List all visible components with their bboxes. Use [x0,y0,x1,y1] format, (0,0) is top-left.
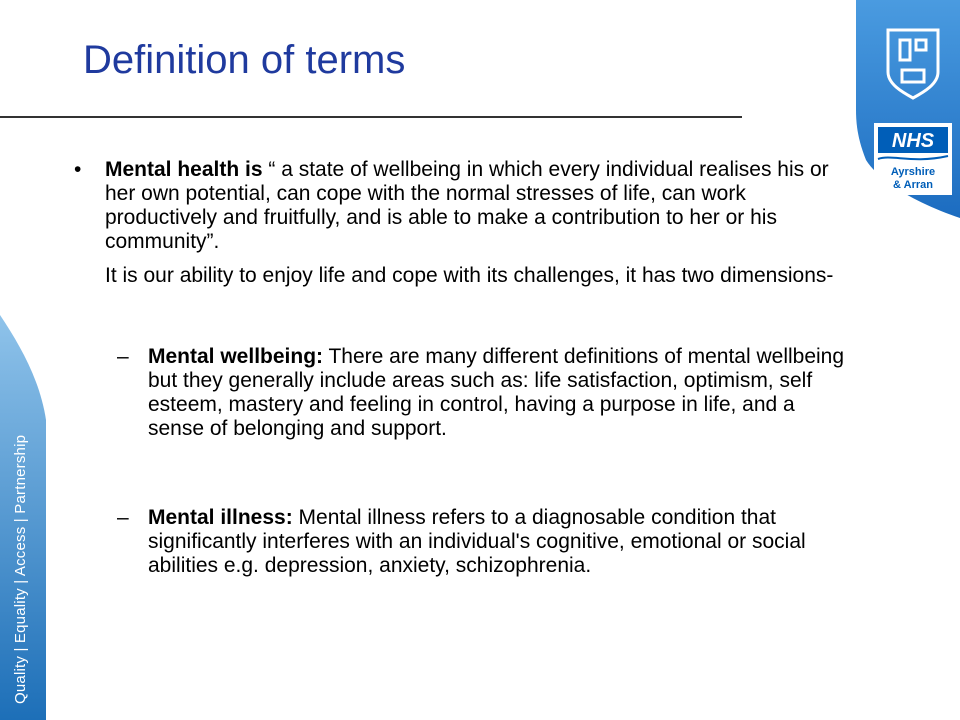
bullet-marker: • [74,158,82,181]
mental-wellbeing-term: Mental wellbeing: [148,345,324,368]
mental-illness-text: Mental illness refers to a diagnosable condition that significantly interferes with an individual's cognitive, emotional or social abilities e.g. depression, anxiety, schizophrenia. [148,506,806,577]
dash-marker: – [117,506,129,529]
mental-illness-term: Mental illness: [148,506,293,529]
continuation-paragraph: It is our ability to enjoy life and cope with its challenges, it has two dimensions- [105,264,834,287]
mental-health-text: “ a state of wellbeing in which every individual realises his or her own potential, can cope with the normal stresses of life, can work productively and fruitfully, and is able to make a contribution to her or his community”. [105,158,829,253]
mental-wellbeing-text: There are many different definitions of mental wellbeing but they generally include areas such as: life satisfaction, optimism, self esteem, mastery and feeling in control, having a purpose in life, and a sense of belonging and support. [148,345,845,440]
values-tagline: Quality | Equality | Access | Partnership [12,434,29,704]
nhs-label: NHS [891,130,935,152]
dash-marker: – [117,345,129,368]
mental-illness-item [148,506,838,578]
mental-wellbeing-item [148,345,853,441]
mental-health-term: Mental health is [105,158,263,181]
org-name-line1: Ayrshire [890,166,936,178]
slide-title: Definition of terms [83,38,406,82]
mental-health-definition [105,158,845,254]
org-name-line2: & Arran [893,179,933,191]
